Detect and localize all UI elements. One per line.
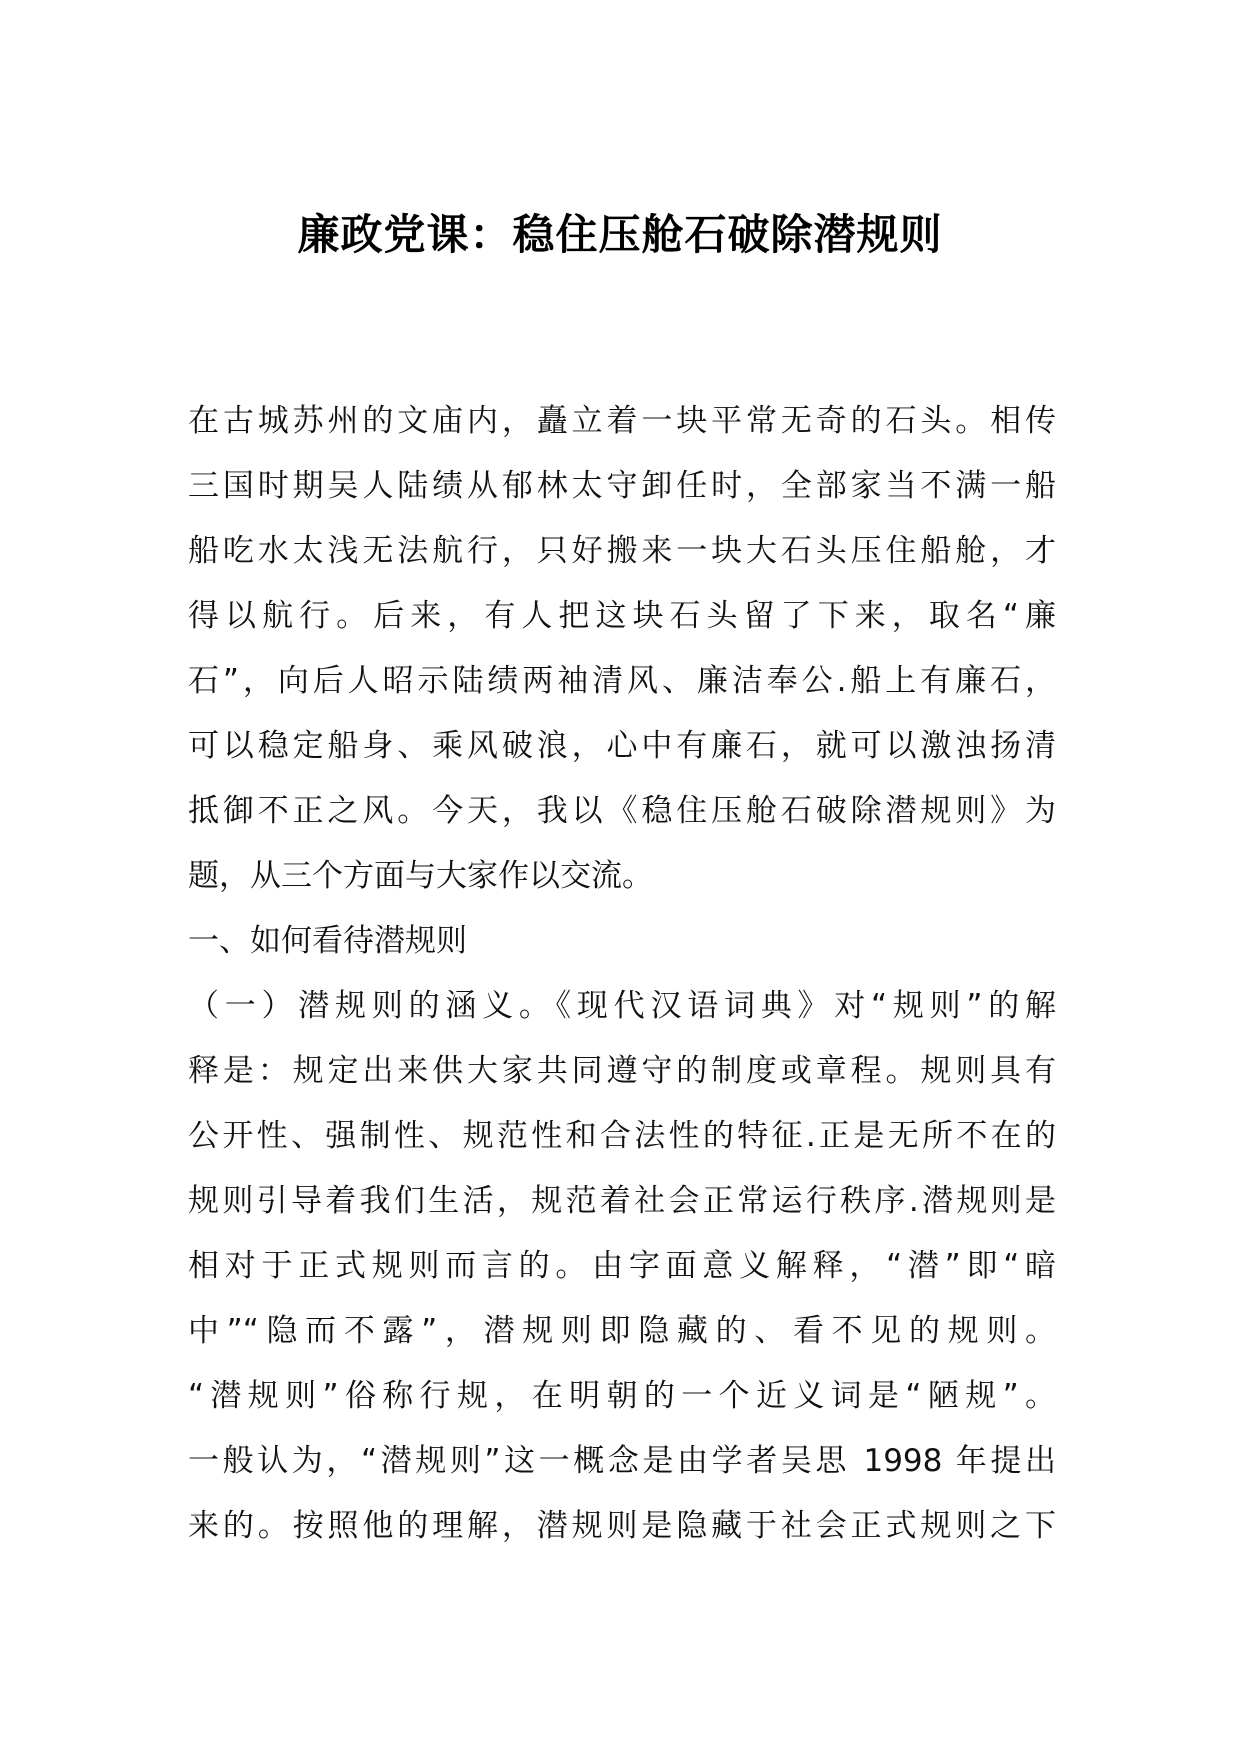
body-line: 可以稳定船身、乘风破浪，心中有廉石，就可以激浊扬清 [188,728,1056,764]
body-line: 题，从三个方面与大家作以交流。 [188,858,653,894]
body-line: “潜规则”俗称行规，在明朝的一个近义词是“陋规”。 [188,1378,1056,1414]
body-line: 规则引导着我们生活，规范着社会正常运行秩序.潜规则是 [188,1183,1056,1219]
body-line: 抵御不正之风。今天，我以《稳住压舱石破除潜规则》为 [188,793,1056,829]
body-line: 来的。按照他的理解，潜规则是隐藏于社会正式规则之下 [188,1508,1056,1544]
body-line: 释是：规定出来供大家共同遵守的制度或章程。规则具有 [188,1053,1056,1089]
body-line: 公开性、强制性、规范性和合法性的特征.正是无所不在的 [188,1118,1056,1154]
body-line: 在古城苏州的文庙内，矗立着一块平常无奇的石头。相传 [188,403,1056,439]
document-body [188,389,1056,1559]
body-line: 三国时期吴人陆绩从郁林太守卸任时，全部家当不满一船 [188,468,1056,504]
body-line: 相对于正式规则而言的。由字面意义解释，“潜”即“暗 [188,1248,1056,1284]
body-line: 中”“隐而不露”，潜规则即隐藏的、看不见的规则。 [188,1313,1056,1349]
body-line: 一般认为，“潜规则”这一概念是由学者吴思 1998 年提出 [188,1443,1056,1479]
body-line: 得以航行。后来，有人把这块石头留了下来，取名“廉 [188,598,1056,634]
body-line: （一）潜规则的涵义。《现代汉语词典》对“规则”的解 [188,988,1056,1024]
section-heading: 一、如何看待潜规则 [188,923,467,959]
body-line: 石”，向后人昭示陆绩两袖清风、廉洁奉公.船上有廉石， [188,663,1056,699]
body-line: 船吃水太浅无法航行，只好搬来一块大石头压住船舱，才 [188,533,1056,569]
document-title: 廉政党课：稳住压舱石破除潜规则 [297,210,943,259]
